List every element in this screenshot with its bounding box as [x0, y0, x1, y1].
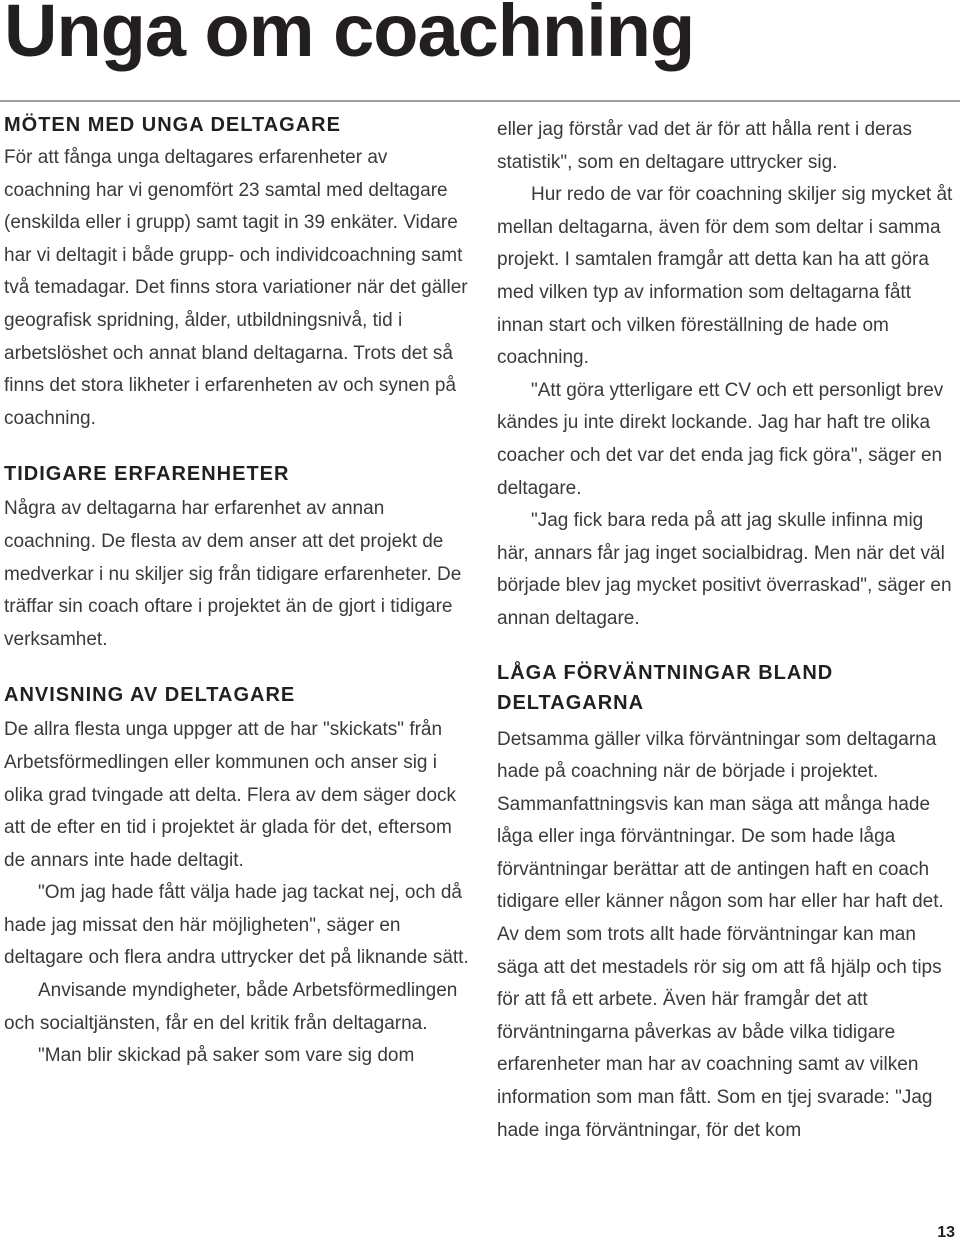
paragraph-previous-experience: Några av deltagarna har erfarenhet av annan coachning. De flesta av dem anser att det projekt de medverkar i nu skiljer sig från tidigare erfarenheter. De träffar sin coach oftare i projektet än de gjort i tidigare verksamhet. — [4, 498, 462, 650]
paragraph-meetings: För att fånga unga deltagares erfarenheter av coachning har vi genomfört 23 samtal med deltagare (enskilda eller i grupp) samt tagit in 39 enkäter. Vidare har vi deltagit i både grupp- och individcoachning samt två temadagar. Det finns stora variationer när det gäller geografisk spridning, ålder, utbildningsnivå, tid i arbetslöshet och annat bland deltagarna. Trots det så finns det stora likheter i erfarenheten av och synen på coachning. — [4, 147, 468, 429]
quote-paragraph-1: "Om jag hade fått välja hade jag tackat nej, och då hade jag missat den här möjligheten", säger en deltagare och flera andra uttrycker det på liknande sätt. — [4, 882, 469, 969]
paragraph-readiness: Hur redo de var för coachning skiljer sig mycket åt mellan deltagarna, även för dem som deltar i samma projekt. I samtalen framgår att detta kan ha att göra med vilken typ av information som deltagarna fått innan start och vilken föreställning de hade om coachning. — [497, 184, 953, 369]
page-number: 13 — [937, 1224, 955, 1241]
section-heading-referral: ANVISNING AV DELTAGARE — [4, 684, 296, 707]
paragraph-referral-1: De allra flesta unga uppger att de har "skickats" från Arbetsförmedlingen eller kommunen och anser sig i olika grad tvingade att delta. Flera av dem säger dock att de efter en tid i projektet är glada för det, eftersom de annars inte hade deltagit. — [4, 719, 457, 871]
header-divider — [0, 100, 960, 102]
paragraph-referral-2: Anvisande myndigheter, både Arbetsförmedlingen och socialtjänsten, får en del kritik från deltagarna. — [4, 980, 458, 1034]
right-column — [497, 114, 959, 1147]
paragraph-continued: eller jag förstår vad det är för att hålla rent i deras statistik", som en deltagare uttrycker sig. — [497, 119, 913, 173]
quote-paragraph-2: "Man blir skickad på saker som vare sig dom — [38, 1045, 415, 1067]
section-heading-meetings: MÖTEN MED UNGA DELTAGARE — [4, 114, 341, 136]
section-heading-low-expectations: LÅGA FÖRVÄNTNINGAR BLAND DELTAGARNA — [497, 661, 834, 714]
page-title: Unga om coachning — [4, 0, 695, 72]
quote-paragraph-3: "Att göra ytterligare ett CV och ett personligt brev kändes ju inte direkt lockande. Jag har haft tre olika coacher och det var det enda jag fick göra", säger en deltagare. — [497, 379, 944, 499]
left-column — [4, 114, 470, 1073]
section-heading-previous-experience: TIDIGARE ERFARENHETER — [4, 463, 290, 486]
paragraph-expectations: Detsamma gäller vilka förväntningar som deltagarna hade på coachning när de började i projektet. Sammanfattningsvis kan man säga att många hade låga eller inga förväntningar. De som hade låga förväntningar berättar att de antingen haft en coach tidigare eller känner någon som har eller har haft det. Av dem som trots allt hade förväntningar kan man säga att det mestadels rör sig om att få hjälp och tips för att få ett arbete. Även här framgår det att förväntningarna påverkas av både vilka tidigare erfarenheter man har av coachning samt av vilken information som man fått. Som en tjej svarade: "Jag hade inga förväntningar, för det kom — [497, 728, 944, 1141]
quote-paragraph-4: "Jag fick bara reda på att jag skulle infinna mig här, annars får jag inget socialbidrag. Men när det väl började blev jag mycket positivt överraskad", säger en annan deltagare. — [497, 510, 952, 629]
